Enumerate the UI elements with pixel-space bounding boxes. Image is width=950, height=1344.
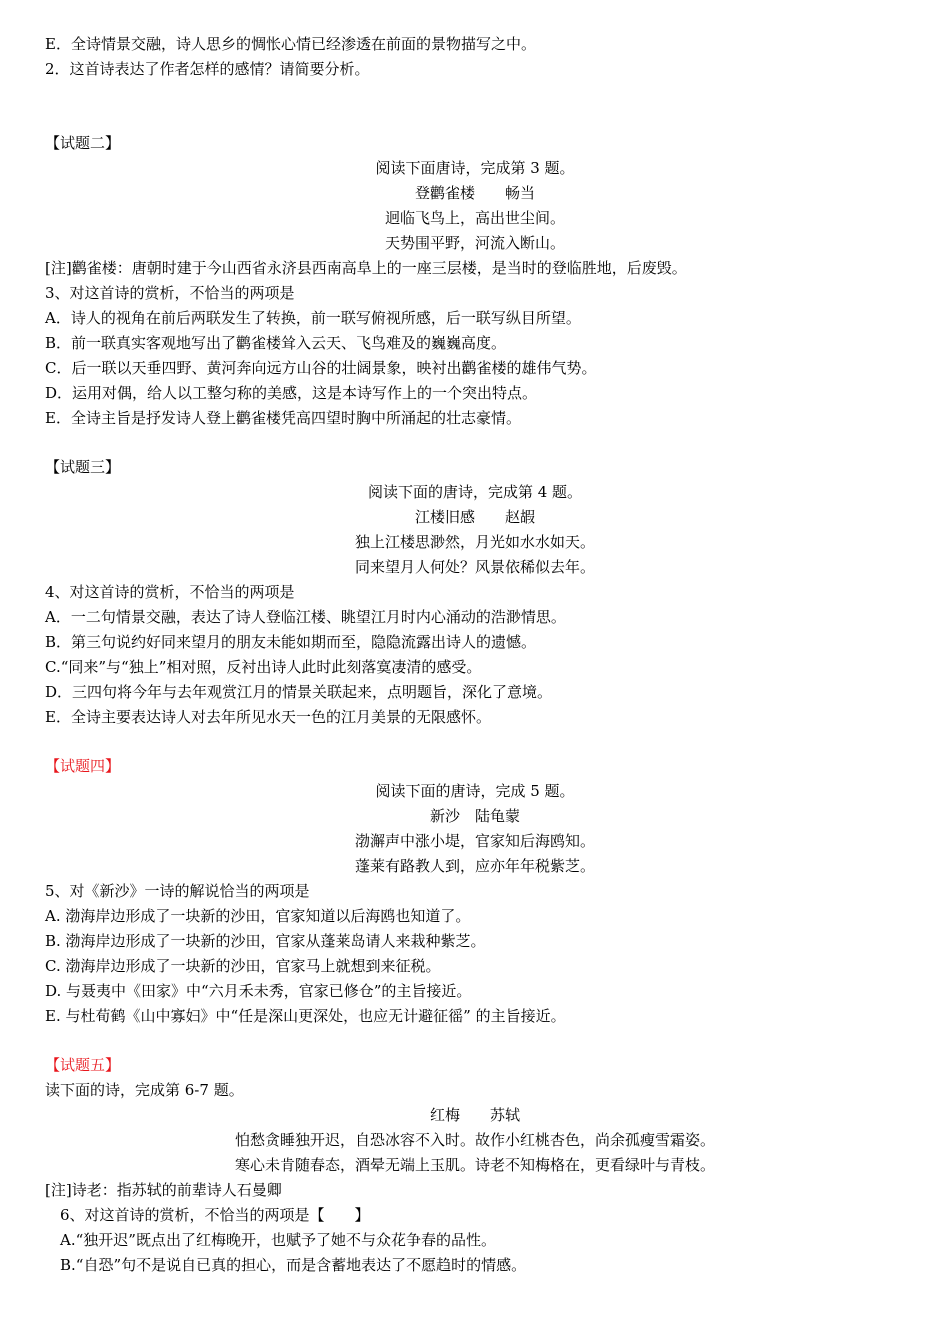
- section-4-poem-title: 新沙 陆龟蒙: [429, 807, 520, 825]
- section-heading-4: 【试题四】: [45, 757, 121, 775]
- section-4-intro: 阅读下面的唐诗，完成 5 题。: [375, 782, 575, 800]
- section-4-poem-line: 蓬莱有路教人到，应亦年年税紫芝。: [354, 857, 595, 875]
- section-2-poem-line: 迥临飞鸟上，高出世尘间。: [384, 209, 565, 227]
- section-4-poem-line: 渤澥声中涨小堤，官家知后海鸥知。: [354, 832, 595, 850]
- section-2-intro: 阅读下面唐诗，完成第 3 题。: [375, 159, 575, 177]
- option: B.“自恐”句不是说自已真的担心，而是含蓄地表达了不愿趋时的情感。: [60, 1256, 527, 1274]
- question-4: 4、对这首诗的赏析，不恰当的两项是: [45, 583, 295, 601]
- option: B．第三句说约好同来望月的朋友未能如期而至，隐隐流露出诗人的遗憾。: [45, 633, 537, 651]
- question-5: 5、对《新沙》一诗的解说恰当的两项是: [45, 882, 310, 900]
- section-heading-2: 【试题二】: [45, 134, 121, 152]
- section-3-poem-line: 同来望月人何处？风景依稀似去年。: [354, 558, 595, 576]
- option: E. 与杜荀鹤《山中寡妇》中“任是深山更深处，也应无计避征徭” 的主旨接近。: [45, 1007, 566, 1025]
- section-heading-3: 【试题三】: [45, 458, 121, 476]
- question-3: 3、对这首诗的赏析，不恰当的两项是: [45, 284, 295, 302]
- option: D．三四句将今年与去年观赏江月的情景关联起来，点明题旨，深化了意境。: [45, 683, 553, 701]
- section-3-poem-line: 独上江楼思渺然，月光如水水如天。: [354, 533, 595, 551]
- question-6: 6、对这首诗的赏析，不恰当的两项是【 】: [60, 1206, 370, 1224]
- section-2-poem-title: 登鹳雀楼 畅当: [414, 184, 535, 202]
- option: B. 渤海岸边形成了一块新的沙田，官家从蓬莱岛请人来栽种紫芝。: [45, 932, 486, 950]
- section-5-intro: 读下面的诗，完成第 6-7 题。: [45, 1081, 244, 1099]
- option: C．后一联以天垂四野、黄河奔向远方山谷的壮阔景象，映衬出鹳雀楼的雄伟气势。: [45, 359, 597, 377]
- option: E．全诗主旨是抒发诗人登上鹳雀楼凭高四望时胸中所涌起的壮志豪情。: [45, 409, 521, 427]
- option: A. 渤海岸边形成了一块新的沙田，官家知道以后海鸥也知道了。: [45, 907, 471, 925]
- option: B．前一联真实客观地写出了鹳雀楼耸入云天、飞鸟难及的巍巍高度。: [45, 334, 507, 352]
- option: C. 渤海岸边形成了一块新的沙田，官家马上就想到来征税。: [45, 957, 441, 975]
- section-3-poem-title: 江楼旧感 赵嘏: [414, 508, 535, 526]
- option: E．全诗主要表达诗人对去年所见水天一色的江月美景的无限感怀。: [45, 708, 491, 726]
- section-5-poem-line: 怕愁贪睡独开迟，自恐冰容不入时。故作小红桃杏色，尚余孤瘦雪霜姿。: [234, 1131, 715, 1149]
- section-5-poem-title: 红梅 苏轼: [429, 1106, 520, 1124]
- question-2: 2．这首诗表达了作者怎样的感情？请简要分析。: [45, 60, 370, 78]
- option: D. 与聂夷中《田家》中“六月禾未秀，官家已修仓”的主旨接近。: [45, 982, 472, 1000]
- section-5-note: [注]诗老：指苏轼的前辈诗人石曼卿: [45, 1181, 282, 1199]
- option: A.“独开迟”既点出了红梅晚开，也赋予了她不与众花争春的品性。: [60, 1231, 496, 1249]
- option: D．运用对偶，给人以工整匀称的美感，这是本诗写作上的一个突出特点。: [45, 384, 538, 402]
- section-2-poem-line: 天势围平野，河流入断山。: [384, 234, 565, 252]
- option: A．一二句情景交融，表达了诗人登临江楼、眺望江月时内心涌动的浩渺情思。: [45, 608, 566, 626]
- option: A．诗人的视角在前后两联发生了转换，前一联写俯视所感，后一联写纵目所望。: [45, 309, 581, 327]
- option-e-prev: E．全诗情景交融，诗人思乡的惆怅心情已经渗透在前面的景物描写之中。: [45, 35, 536, 53]
- section-5-poem-line: 寒心未肯随春态，酒晕无端上玉肌。诗老不知梅格在，更看绿叶与青枝。: [234, 1156, 715, 1174]
- option: C.“同来”与“独上”相对照，反衬出诗人此时此刻落寞凄清的感受。: [45, 658, 482, 676]
- section-2-note: [注]鹳雀楼：唐朝时建于今山西省永济县西南高阜上的一座三层楼，是当时的登临胜地，后废毁。: [45, 259, 687, 277]
- section-heading-5: 【试题五】: [45, 1056, 121, 1074]
- section-3-intro: 阅读下面的唐诗，完成第 4 题。: [367, 483, 583, 501]
